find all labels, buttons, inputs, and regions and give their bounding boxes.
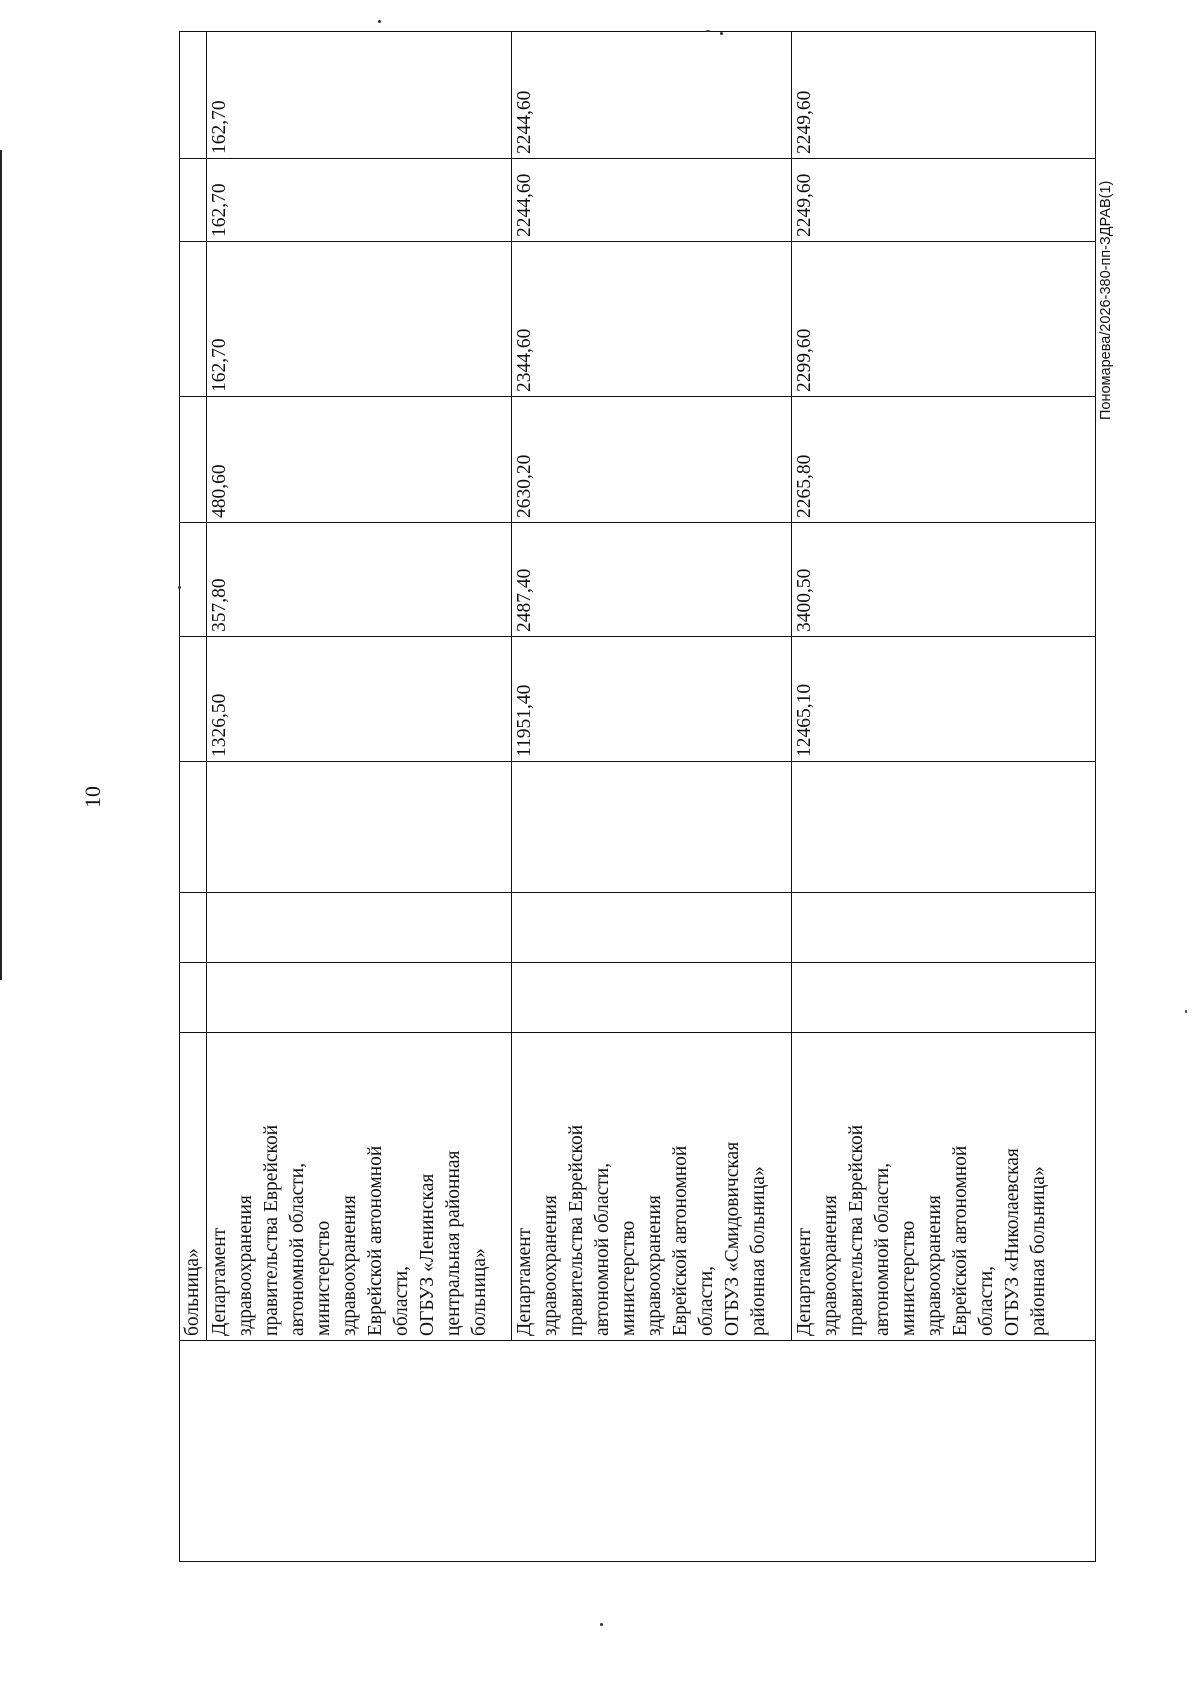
value-cell: 2344,60 — [512, 242, 792, 397]
value-cell: 357,80 — [207, 523, 512, 637]
value-cell: 2487,40 — [512, 523, 792, 637]
value-cell: 2249,60 — [792, 159, 1096, 242]
table-row — [512, 32, 792, 1562]
scan-speck — [706, 30, 710, 32]
org-cell: Департамент здравоохранения правительства Еврейской автономной области, министерство здравоохранения Еврейской автономной области, ОГБУЗ «Ленинская центральная районная больница» — [207, 1033, 512, 1341]
value-cell: 2244,60 — [512, 159, 792, 242]
empty-cell — [180, 1341, 1096, 1562]
value-cell: 12465,10 — [792, 637, 1096, 762]
value-cell: 162,70 — [207, 32, 512, 159]
value-cell: 2299,60 — [792, 242, 1096, 397]
scan-speck — [1185, 1010, 1187, 1013]
value-cell: 11951,40 — [512, 637, 792, 762]
budget-table — [179, 32, 1095, 1562]
value-cell: 2630,20 — [512, 397, 792, 523]
value-cell: 2244,60 — [512, 32, 792, 159]
org-cell — [180, 1033, 207, 1341]
page-number: 10 — [80, 786, 105, 808]
table-row — [180, 32, 207, 1562]
value-cell: 162,70 — [207, 242, 512, 397]
scan-edge — [0, 150, 2, 980]
table-row — [207, 32, 512, 1562]
value-cell: 1326,50 — [207, 637, 512, 762]
value-cell: 162,70 — [207, 159, 512, 242]
scan-speck — [600, 1623, 603, 1626]
scan-speck — [378, 20, 381, 23]
scan-speck — [720, 32, 723, 35]
scan-speck — [178, 586, 181, 589]
org-cell: Департамент здравоохранения правительства Еврейской автономной области, министерство здравоохранения Еврейской автономной области, ОГБУЗ «Николаевская районная больница» — [792, 1033, 1096, 1341]
org-cell: Департамент здравоохранения правительства Еврейской автономной области, министерство здравоохранения Еврейской автономной области, ОГБУЗ «Смидовичская районная больница» — [512, 1033, 792, 1341]
value-cell: 2249,60 — [792, 32, 1096, 159]
document-code: Пономарева/2026-380-пп-ЗДРАВ(1) — [1098, 180, 1114, 420]
org-line: больница» — [182, 1248, 203, 1336]
value-cell: 3400,50 — [792, 523, 1096, 637]
table-row — [792, 32, 1096, 1562]
value-cell: 2265,80 — [792, 397, 1096, 523]
value-cell: 480,60 — [207, 397, 512, 523]
